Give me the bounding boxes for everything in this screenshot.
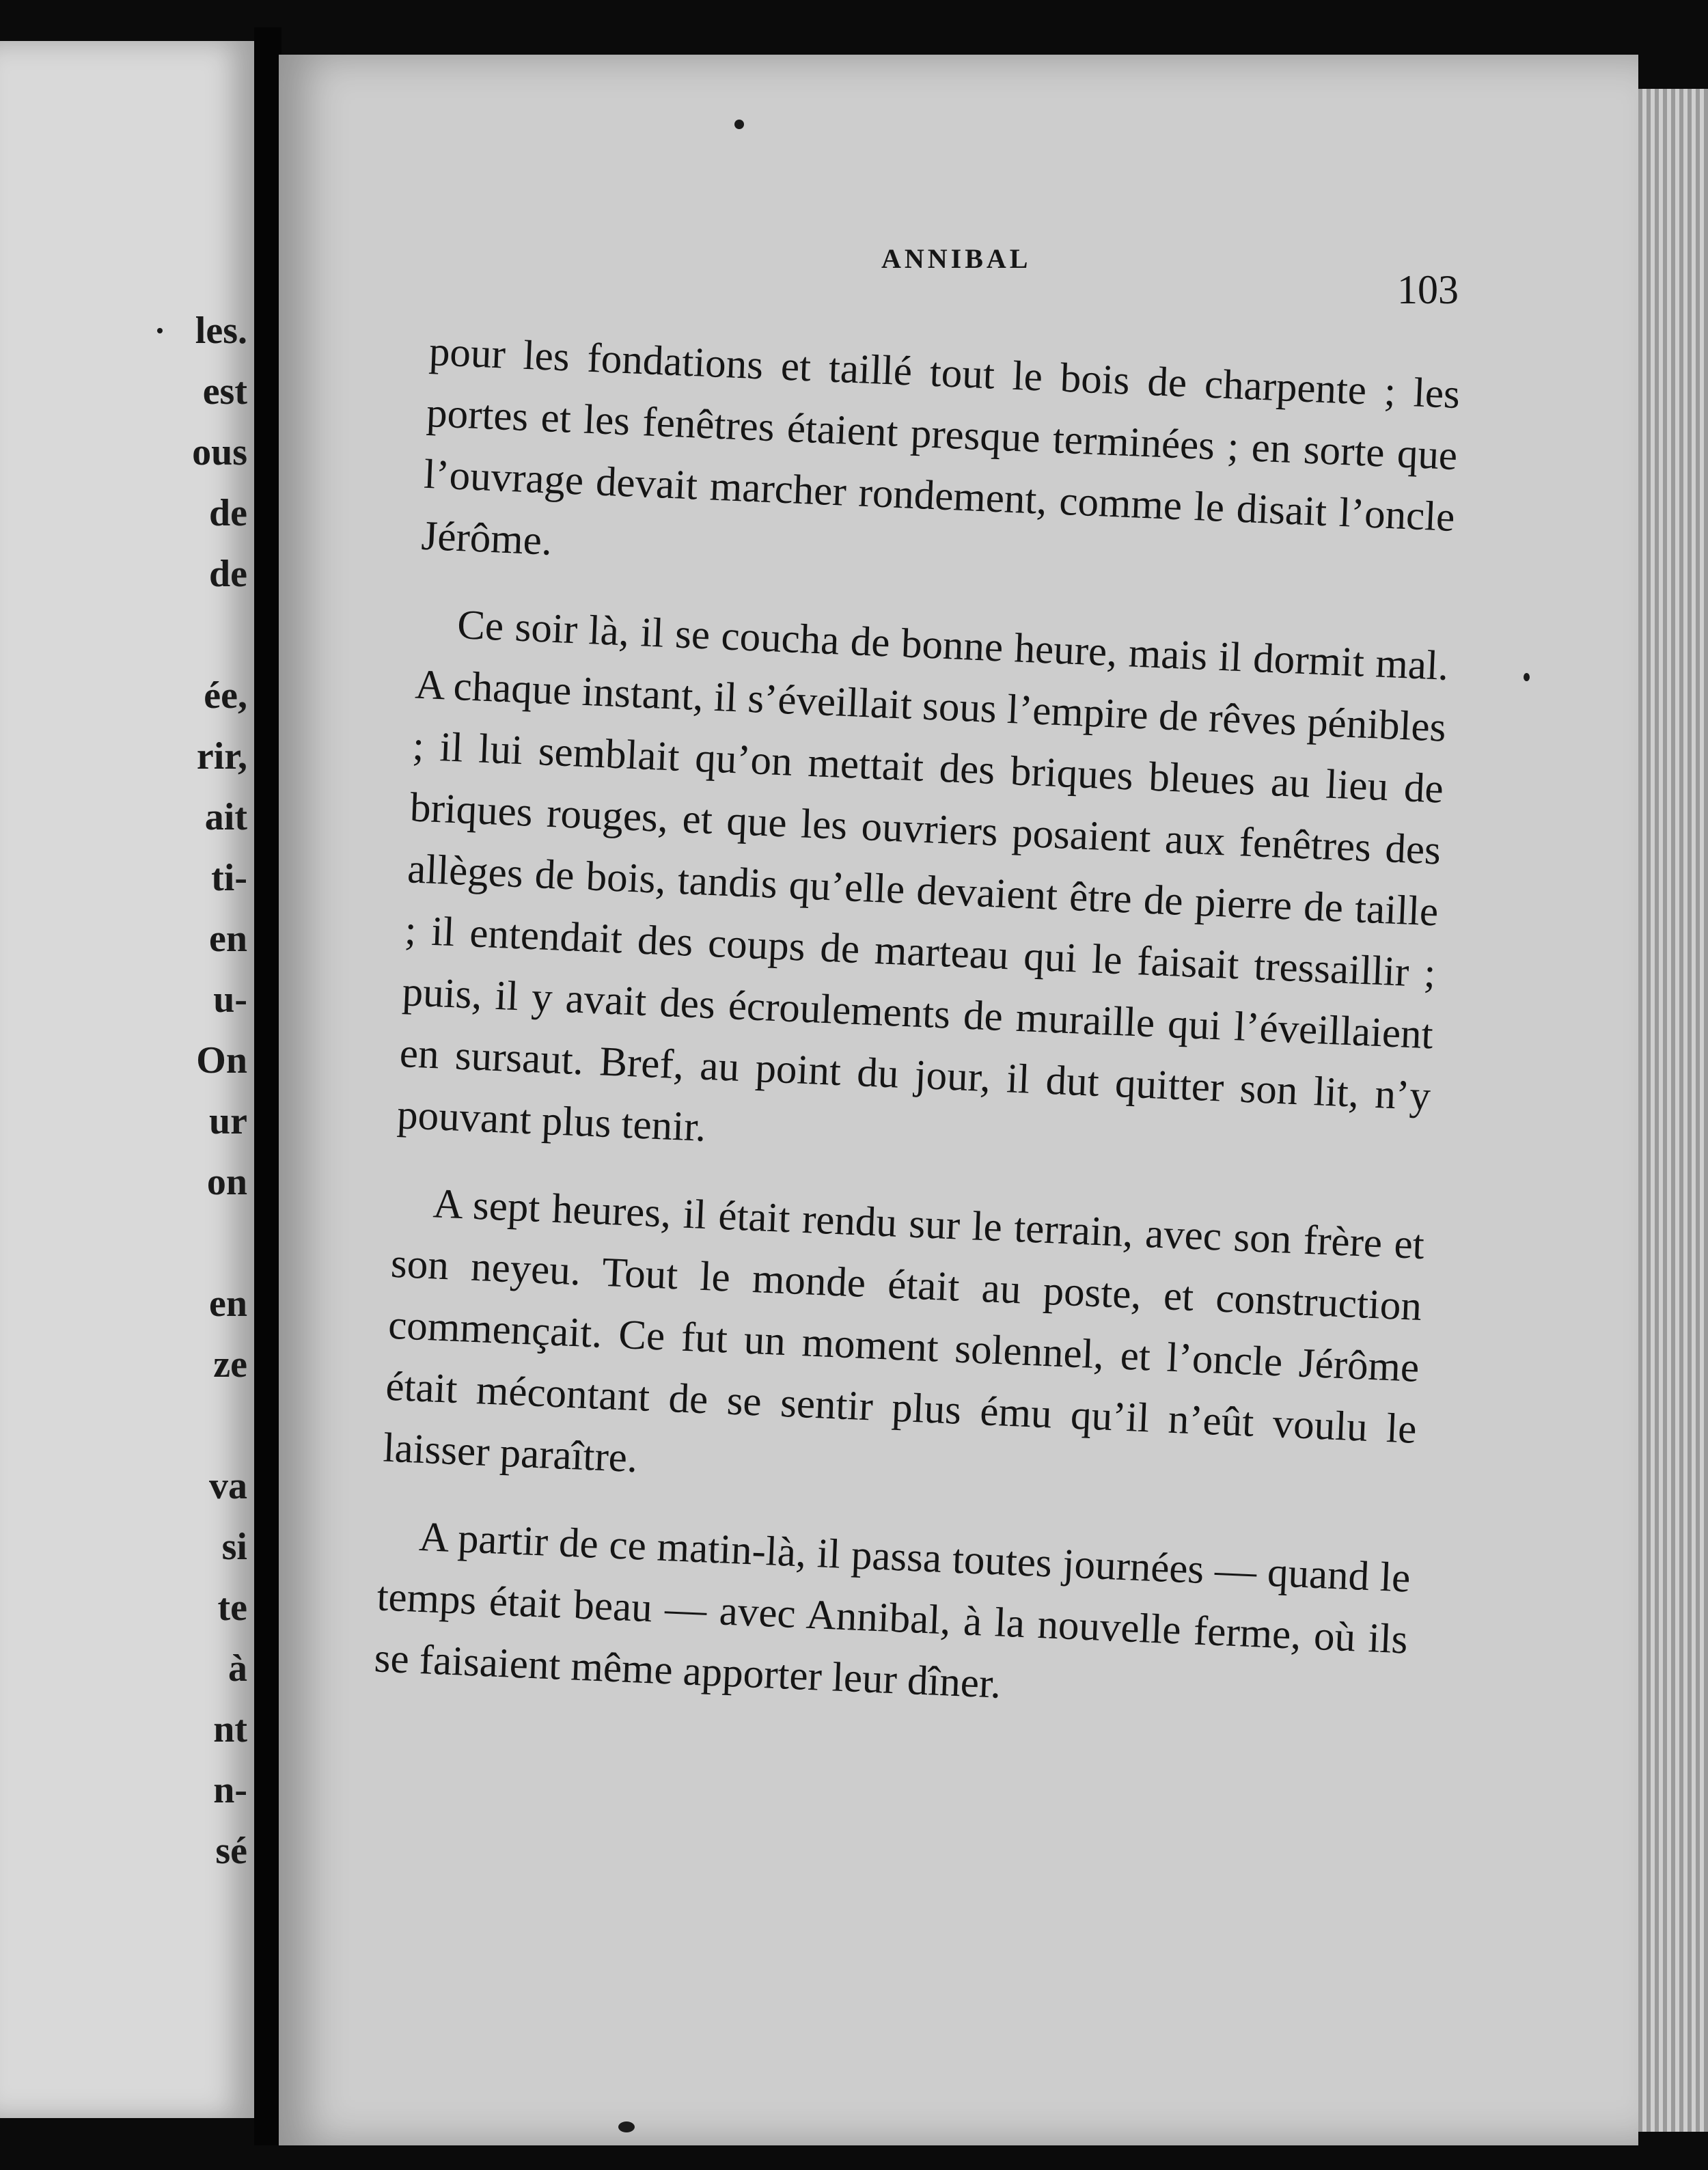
line-ending <box>192 605 247 665</box>
paragraph: A sept heures, il était rendu sur le terrain, avec son frère et son neyeu. Tout le monde était au poste, et construction commençait. Ce fut un moment solennel, et l’oncle Jérôme était mécontant de se sentir plus ému qu’il n’eût voulu le laisser paraître. <box>382 1181 1426 1482</box>
paragraph: Ce soir là, il se coucha de bonne heure, mais il dormit mal. A chaque instant, il s’éveillait sous l’empire de rêves pénibles ; il lui semblait qu’on mettait des briques bleues au lieu de briques rouges, et que les ouvriers posaient aux fenêtres des allèges de bois, tandis qu’elle devaient être de pierre de taille ; il entendait des coups de marteau qui le faisait tressaillir ; puis, il y avait des écroulements de muraille qui l’éveillaient en sursaut. Bref, au point du jour, il dut quitter son lit, n’y pouvant plus tenir. <box>396 602 1450 1151</box>
line-ending: ze <box>213 1343 247 1386</box>
page-number: 103 <box>1397 267 1459 312</box>
line-ending: de <box>209 553 247 595</box>
paragraph: A partir de ce matin-là, il passa toutes journées — quand le temps était beau — avec Annibal, à la nouvelle ferme, où ils se faisaient même apporter leur dîner. <box>373 1513 1411 1707</box>
line-ending: en <box>209 918 247 960</box>
line-ending: est <box>202 370 247 413</box>
line-ending: à <box>228 1647 247 1690</box>
book-gutter <box>254 27 281 2145</box>
line-ending: sé <box>215 1830 247 1872</box>
line-ending: on <box>206 1161 247 1203</box>
previous-page-line-endings <box>192 301 247 1882</box>
line-ending: te <box>217 1587 247 1629</box>
speck <box>734 120 744 129</box>
line-ending: si <box>221 1526 247 1568</box>
line-ending: en <box>209 1282 247 1325</box>
previous-page <box>0 41 254 2118</box>
line-ending: On <box>196 1039 247 1082</box>
line-ending <box>192 1395 247 1456</box>
line-ending: ait <box>204 796 247 838</box>
line-ending: ée, <box>204 674 247 717</box>
line-ending: ur <box>209 1100 247 1142</box>
line-ending: va <box>209 1465 247 1507</box>
running-head: ANNIBAL <box>881 243 1032 274</box>
line-ending: de <box>209 492 247 534</box>
line-ending: rir, <box>196 735 247 778</box>
paragraph: pour les fondations et taillé tout le bois de charpente ; les portes et les fenêtres étaient presque terminées ; en sorte que l’ouvrage devait marcher rondement, comme le disait l’oncle Jérôme. <box>420 328 1461 564</box>
body-text <box>373 321 1461 1732</box>
page-edges <box>1638 89 1708 2132</box>
line-ending: ti- <box>211 857 247 899</box>
line-ending: nt <box>213 1708 247 1750</box>
line-ending: u- <box>213 978 247 1021</box>
speck <box>1524 673 1530 681</box>
line-ending: les. <box>195 310 247 352</box>
line-ending <box>192 1213 247 1274</box>
speck <box>157 328 163 333</box>
line-ending: n- <box>213 1769 247 1811</box>
line-ending: ous <box>192 431 247 473</box>
speck <box>618 2121 635 2132</box>
